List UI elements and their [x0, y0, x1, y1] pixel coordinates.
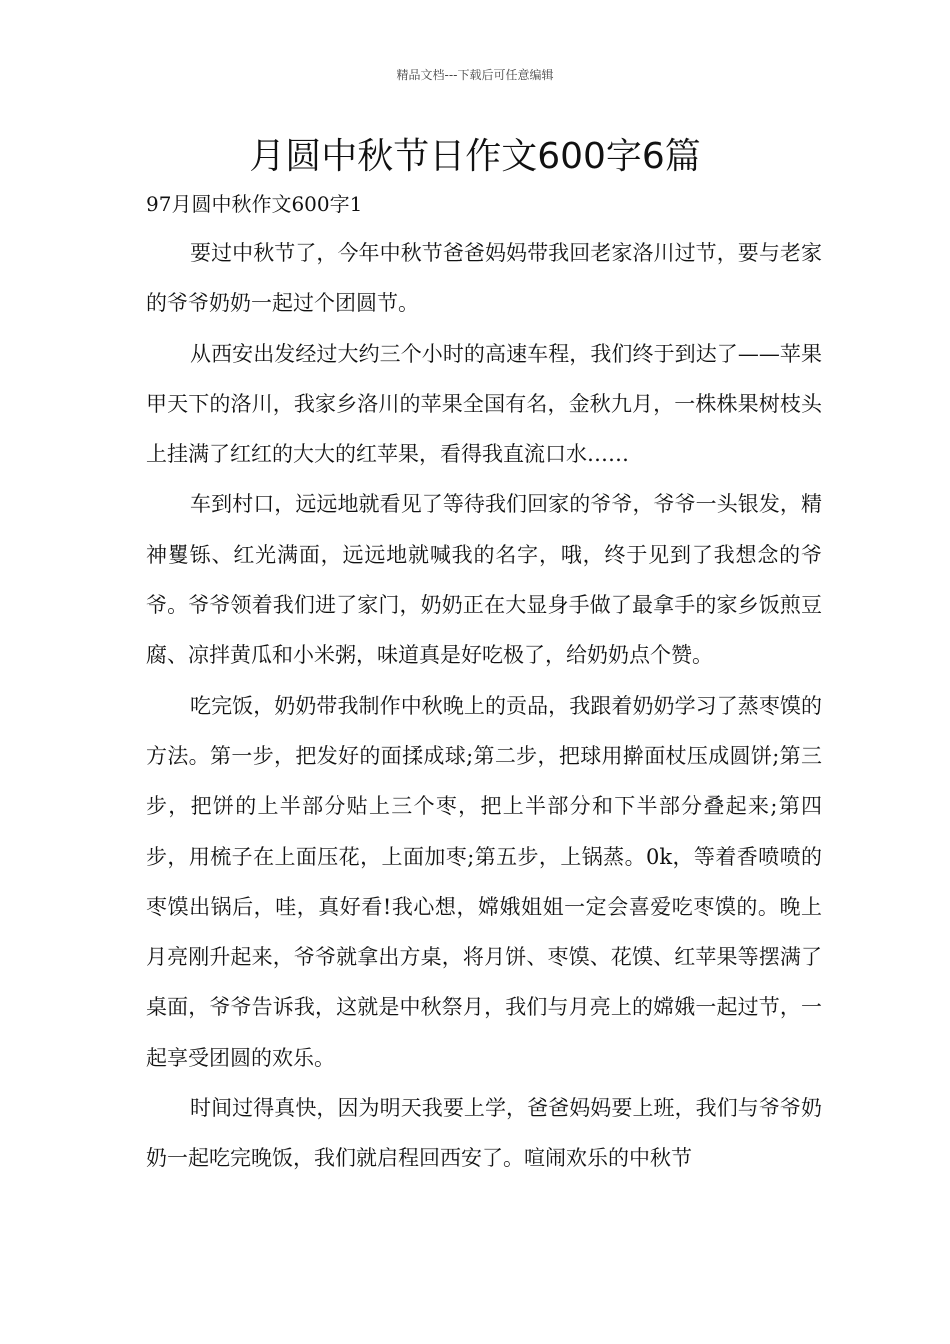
paragraph: 从西安出发经过大约三个小时的高速车程，我们终于到达了——苹果甲天下的洛川，我家乡洛川的苹果全国有名，金秋九月，一株株果树枝头上挂满了红红的大大的红苹果，看得我直流口水……: [146, 341, 822, 467]
document-subtitle: 97月圆中秋作文600字1: [146, 192, 363, 216]
paragraph: 要过中秋节了，今年中秋节爸爸妈妈带我回老家洛川过节，要与老家的爷爷奶奶一起过个团圆节。: [146, 241, 822, 316]
paragraph: 吃完饭，奶奶带我制作中秋晚上的贡品，我跟着奶奶学习了蒸枣馍的方法。第一步，把发好的面揉成球;第二步，把球用擀面杖压成圆饼;第三步，把饼的上半部分贴上三个枣，把上半部分和下半部分叠起来;第四步，用梳子在上面压花，上面加枣;第五步，上锅蒸。0k，等着香喷喷的枣馍出锅后，哇，真好看!我心想，嫦娥姐姐一定会喜爱吃枣馍的。晚上月亮刚升起来，爷爷就拿出方桌，将月饼、枣馍、花馍、红苹果等摆满了桌面，爷爷告诉我，这就是中秋祭月，我们与月亮上的嫦娥一起过节，一起享受团圆的欢乐。: [146, 693, 822, 1070]
paragraph: 时间过得真快，因为明天我要上学，爸爸妈妈要上班，我们与爷爷奶奶一起吃完晚饭，我们就启程回西安了。喧闹欢乐的中秋节: [146, 1096, 822, 1171]
paragraph: 车到村口，远远地就看见了等待我们回家的爷爷，爷爷一头银发，精神矍铄、红光满面，远远地就喊我的名字，哦，终于见到了我想念的爷爷。爷爷领着我们进了家门，奶奶正在大显身手做了最拿手的家乡饭煎豆腐、凉拌黄瓜和小米粥，味道真是好吃极了，给奶奶点个赞。: [146, 492, 822, 668]
document-body: [146, 228, 822, 1184]
header-note: 精品文档---下载后可任意编辑: [396, 68, 554, 82]
document-title: 月圆中秋节日作文600字6篇: [249, 136, 701, 177]
